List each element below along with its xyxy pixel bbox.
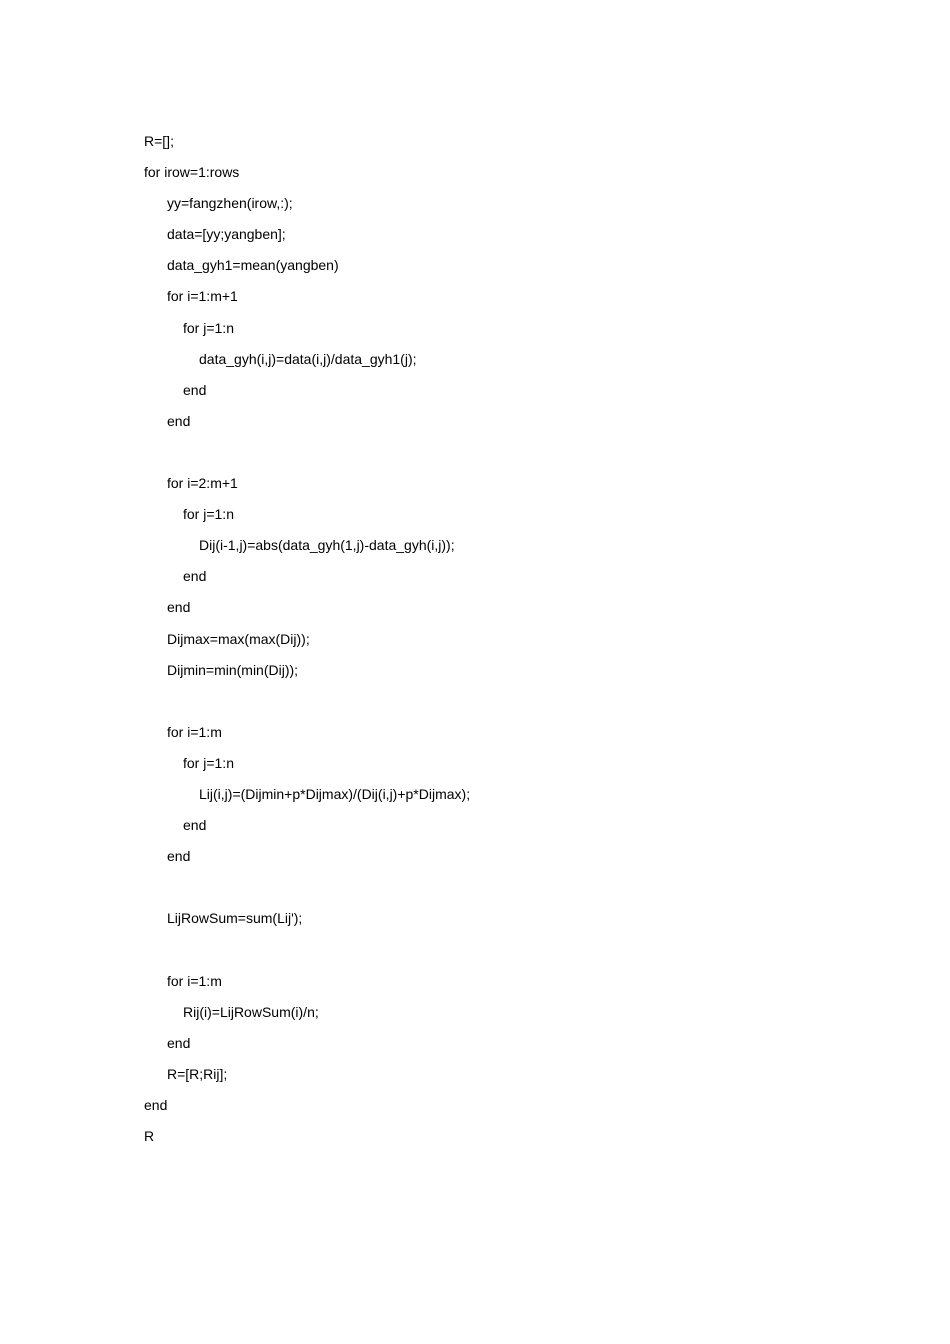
blank-line: [144, 876, 470, 907]
code-line: Dijmax=max(max(Dij));: [167, 630, 310, 647]
code-line: for i=1:m: [167, 723, 222, 740]
code-line: data=[yy;yangben];: [167, 226, 286, 243]
code-line: end: [144, 1096, 168, 1113]
code-line: Rij(i)=LijRowSum(i)/n;: [183, 1003, 319, 1020]
code-line: end: [167, 412, 191, 429]
code-line: end: [167, 599, 191, 616]
code-line: for i=2:m+1: [167, 475, 238, 492]
code-line: for i=1:m: [167, 972, 222, 989]
code-line: Dij(i-1,j)=abs(data_gyh(1,j)-data_gyh(i,j));: [199, 537, 455, 554]
code-line: data_gyh1=mean(yangben): [167, 257, 339, 274]
code-line: for j=1:n: [183, 506, 234, 523]
code-line: data_gyh(i,j)=data(i,j)/data_gyh1(j);: [199, 350, 417, 367]
code-line: end: [183, 381, 207, 398]
code-line: end: [167, 848, 191, 865]
code-line: end: [167, 1034, 191, 1051]
code-line: Lij(i,j)=(Dijmin+p*Dijmax)/(Dij(i,j)+p*Dijmax);: [199, 785, 471, 802]
blank-line: [144, 690, 470, 721]
code-line: for i=1:m+1: [167, 288, 238, 305]
code-line: R=[R;Rij];: [167, 1065, 228, 1082]
code-line: end: [183, 568, 207, 585]
code-line: LijRowSum=sum(Lij');: [167, 910, 303, 927]
code-line: R=[];: [144, 133, 174, 149]
code-line: R: [144, 1128, 155, 1144]
blank-line: [144, 441, 470, 472]
blank-line: [144, 938, 470, 969]
code-line: for j=1:n: [183, 754, 234, 771]
code-line: yy=fangzhen(irow,:);: [167, 195, 293, 212]
code-line: end: [183, 817, 207, 834]
code-line: Dijmin=min(min(Dij));: [167, 661, 299, 678]
code-block: [144, 130, 470, 1156]
code-line: for j=1:n: [183, 319, 234, 336]
code-line: for irow=1:rows: [144, 164, 240, 181]
